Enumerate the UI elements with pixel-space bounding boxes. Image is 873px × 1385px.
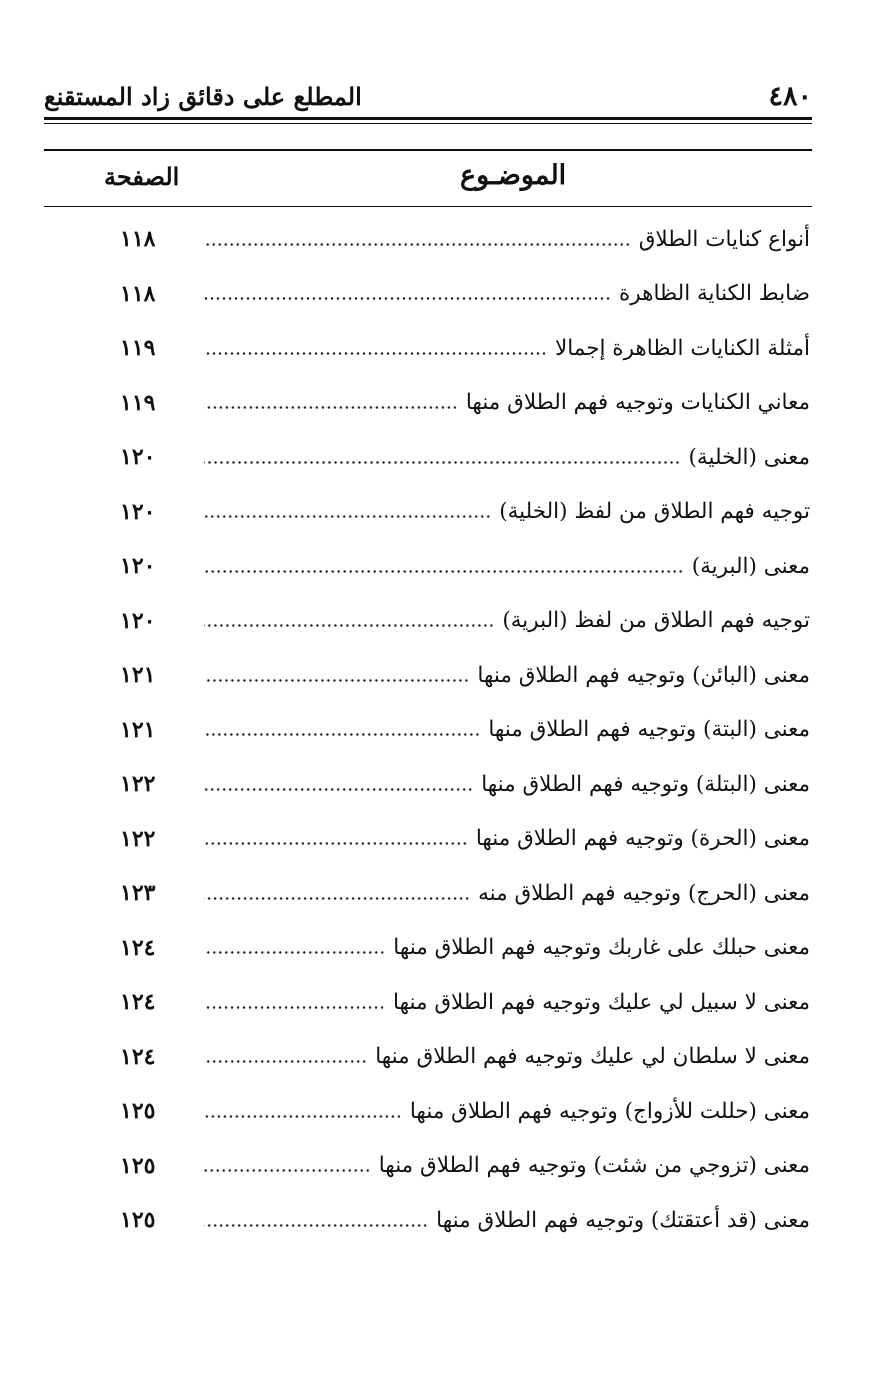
toc-entry-title: توجيه فهم الطلاق من لفظ (الخلية): [499, 499, 810, 525]
dot-leader: [204, 1060, 367, 1063]
column-header-top-rule: [44, 149, 812, 151]
toc-entry-page: ١١٨: [120, 226, 156, 253]
toc-entry: [120, 1139, 810, 1194]
toc-entry-title: معنى لا سبيل لي عليك وتوجيه فهم الطلاق منها: [393, 989, 810, 1015]
toc-entry: [120, 430, 810, 485]
toc-entry-title: معنى (الحرج) وتوجيه فهم الطلاق منه: [478, 880, 810, 906]
toc-entry-title: أمثلة الكنايات الظاهرة إجمالا: [554, 335, 810, 361]
toc-entry: [120, 812, 810, 867]
dot-leader: [204, 1115, 402, 1118]
toc-entry: [120, 648, 810, 703]
header-rule-thick: [44, 117, 812, 120]
toc-entry-page: ١٢٠: [120, 607, 156, 634]
toc-entry: [120, 594, 810, 649]
toc-entry-page: ١١٩: [120, 389, 156, 416]
dot-leader: [204, 243, 631, 246]
toc-entry-title: ضابط الكناية الظاهرة: [619, 281, 810, 307]
dot-leader: [204, 1006, 385, 1009]
book-title: المطلع على دقائق زاد المستقنع: [44, 81, 362, 111]
toc-entry-title: معنى (البرية): [691, 553, 810, 579]
dot-leader: [204, 406, 458, 409]
toc-entry-page: ١٢٠: [120, 498, 156, 525]
toc-entry-page: ١٢٣: [120, 880, 156, 907]
toc-entry-page: ١٢٤: [120, 989, 156, 1016]
toc-entry-page: ١١٨: [120, 280, 156, 307]
toc-entry-page: ١٢٥: [120, 1098, 156, 1125]
dot-leader: [204, 461, 681, 464]
toc-entry-page: ١٢٥: [120, 1152, 156, 1179]
toc-entry-title: معنى (الحرة) وتوجيه فهم الطلاق منها: [475, 826, 810, 852]
toc-entry-page: ١٢٤: [120, 934, 156, 961]
toc-entry-page: ١٢٢: [120, 771, 156, 798]
toc-entry-title: معنى (الخلية): [688, 444, 810, 470]
toc-entry-title: معنى (البتلة) وتوجيه فهم الطلاق منها: [481, 771, 810, 797]
toc-entry: [120, 757, 810, 812]
toc-entry: [120, 975, 810, 1030]
toc-entry: [120, 539, 810, 594]
toc-entry-title: معنى (البائن) وتوجيه فهم الطلاق منها: [477, 662, 810, 688]
toc-entry: [120, 376, 810, 431]
toc-entry: [120, 921, 810, 976]
toc-entry: [120, 1193, 810, 1248]
toc-entry: [120, 1084, 810, 1139]
toc-entry-title: معنى لا سلطان لي عليك وتوجيه فهم الطلاق منها: [375, 1044, 810, 1070]
dot-leader: [204, 515, 491, 518]
page-number: ٤٨٠: [768, 80, 812, 112]
toc-entry-title: أنواع كنايات الطلاق: [638, 226, 810, 252]
table-of-contents: [120, 212, 810, 1248]
dot-leader: [204, 733, 480, 736]
toc-entry-title: معنى (قد أعتقتك) وتوجيه فهم الطلاق منها: [436, 1207, 810, 1233]
dot-leader: [204, 788, 473, 791]
toc-entry-page: ١٢١: [120, 716, 156, 743]
column-header-page: الصفحة: [104, 162, 180, 191]
toc-entry: [120, 703, 810, 758]
dot-leader: [204, 624, 494, 627]
dot-leader: [204, 897, 470, 900]
column-header-bottom-rule: [44, 206, 812, 207]
dot-leader: [204, 352, 547, 355]
toc-entry-title: معاني الكنايات وتوجيه فهم الطلاق منها: [465, 390, 810, 416]
toc-entry-title: معنى (تزوجي من شئت) وتوجيه فهم الطلاق منها: [378, 1153, 810, 1179]
toc-entry-page: ١٢٠: [120, 553, 156, 580]
toc-entry-page: ١٢٥: [120, 1207, 156, 1234]
toc-entry-page: ١٢١: [120, 662, 156, 689]
toc-entry-title: معنى (حللت للأزواج) وتوجيه فهم الطلاق منها: [409, 1098, 810, 1124]
dot-leader: [204, 297, 611, 300]
toc-entry: [120, 866, 810, 921]
toc-entry: [120, 267, 810, 322]
running-header: [44, 78, 812, 114]
dot-leader: [204, 951, 385, 954]
toc-entry-title: معنى (البتة) وتوجيه فهم الطلاق منها: [488, 717, 810, 743]
toc-entry: [120, 212, 810, 267]
toc-entry-title: معنى حبلك على غاربك وتوجيه فهم الطلاق منها: [393, 935, 810, 961]
header-rule-thin: [44, 123, 812, 124]
toc-entry-page: ١١٩: [120, 335, 156, 362]
dot-leader: [204, 679, 469, 682]
dot-leader: [204, 842, 468, 845]
toc-entry-title: توجيه فهم الطلاق من لفظ (البرية): [502, 608, 810, 634]
toc-entry: [120, 321, 810, 376]
toc-entry: [120, 485, 810, 540]
toc-entry-page: ١٢٤: [120, 1043, 156, 1070]
dot-leader: [204, 1224, 428, 1227]
toc-entry: [120, 1030, 810, 1085]
dot-leader: [204, 1169, 371, 1172]
dot-leader: [204, 570, 684, 573]
column-header-topic: الموضـوع: [460, 160, 567, 191]
toc-entry-page: ١٢٠: [120, 444, 156, 471]
toc-entry-page: ١٢٢: [120, 825, 156, 852]
